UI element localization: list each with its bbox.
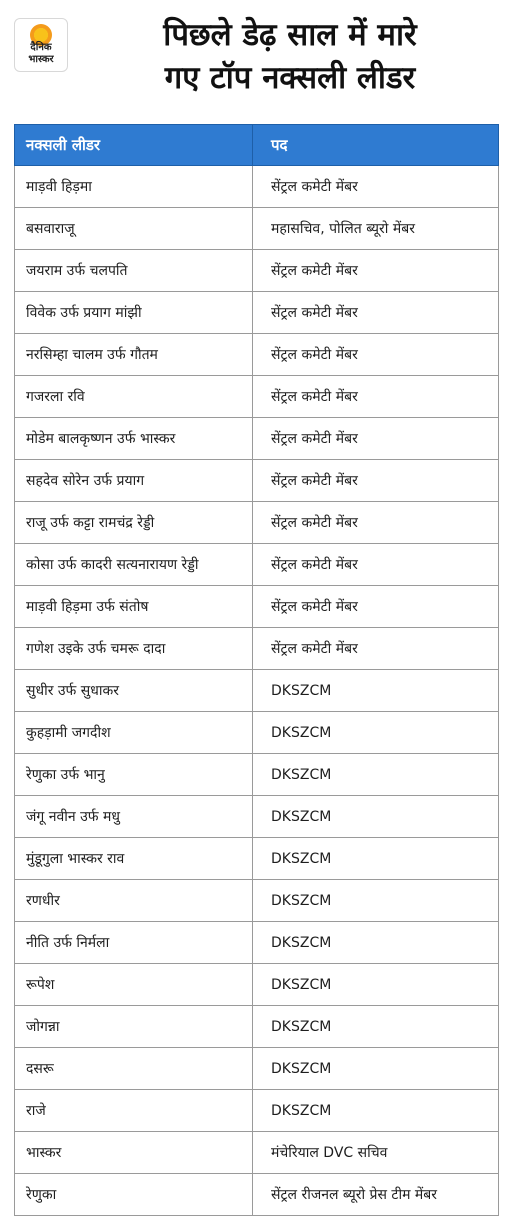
- page-title-line1: पिछले डेढ़ साल में मारे: [163, 17, 417, 53]
- position-cell: सेंट्रल कमेटी मेंबर: [253, 418, 499, 460]
- table-row: [15, 376, 499, 418]
- table-row: [15, 1090, 499, 1132]
- leader-name-cell: बसवाराजू: [15, 208, 253, 250]
- column-header-leader: नक्सली लीडर: [15, 125, 253, 166]
- position-cell: सेंट्रल कमेटी मेंबर: [253, 292, 499, 334]
- table-row: [15, 502, 499, 544]
- leader-name-cell: जोगन्ना: [15, 1006, 253, 1048]
- table-body: [15, 166, 499, 1216]
- table-row: [15, 208, 499, 250]
- position-cell: DKSZCM: [253, 754, 499, 796]
- position-cell: महासचिव, पोलित ब्यूरो मेंबर: [253, 208, 499, 250]
- position-cell: सेंट्रल कमेटी मेंबर: [253, 544, 499, 586]
- logo-text-line2: भास्कर: [28, 54, 54, 65]
- table-row: [15, 1174, 499, 1216]
- position-cell: सेंट्रल कमेटी मेंबर: [253, 166, 499, 208]
- position-cell: DKSZCM: [253, 712, 499, 754]
- table-row: [15, 292, 499, 334]
- position-cell: सेंट्रल कमेटी मेंबर: [253, 250, 499, 292]
- table-row: [15, 1132, 499, 1174]
- leader-name-cell: नरसिम्हा चालम उर्फ गौतम: [15, 334, 253, 376]
- table-row: [15, 628, 499, 670]
- leader-name-cell: रणधीर: [15, 880, 253, 922]
- position-cell: DKSZCM: [253, 838, 499, 880]
- leader-name-cell: कोसा उर्फ कादरी सत्यनारायण रेड्डी: [15, 544, 253, 586]
- table-row: [15, 754, 499, 796]
- table-header-row: [15, 125, 499, 166]
- page-title-line2: गए टॉप नक्सली लीडर: [164, 60, 416, 96]
- position-cell: DKSZCM: [253, 670, 499, 712]
- leader-name-cell: नीति उर्फ निर्मला: [15, 922, 253, 964]
- position-cell: DKSZCM: [253, 796, 499, 838]
- table-row: [15, 166, 499, 208]
- table-row: [15, 796, 499, 838]
- leader-name-cell: माड़वी हिड़मा: [15, 166, 253, 208]
- leader-name-cell: रेणुका: [15, 1174, 253, 1216]
- table-row: [15, 418, 499, 460]
- logo-text-line1: दैनिक: [30, 42, 52, 53]
- table-row: [15, 964, 499, 1006]
- table-row: [15, 712, 499, 754]
- leader-name-cell: जयराम उर्फ चलपति: [15, 250, 253, 292]
- table-row: [15, 334, 499, 376]
- table-row: [15, 670, 499, 712]
- position-cell: DKSZCM: [253, 964, 499, 1006]
- table-row: [15, 460, 499, 502]
- column-header-position: पद: [253, 125, 499, 166]
- leader-name-cell: सहदेव सोरेन उर्फ प्रयाग: [15, 460, 253, 502]
- leader-name-cell: राजू उर्फ कट्टा रामचंद्र रेड्डी: [15, 502, 253, 544]
- position-cell: सेंट्रल कमेटी मेंबर: [253, 460, 499, 502]
- position-cell: DKSZCM: [253, 922, 499, 964]
- leader-name-cell: माड़वी हिड़मा उर्फ संतोष: [15, 586, 253, 628]
- position-cell: सेंट्रल रीजनल ब्यूरो प्रेस टीम मेंबर: [253, 1174, 499, 1216]
- leader-name-cell: कुहड़ामी जगदीश: [15, 712, 253, 754]
- position-cell: सेंट्रल कमेटी मेंबर: [253, 376, 499, 418]
- dainik-bhaskar-logo: [14, 18, 68, 72]
- leader-name-cell: गजरला रवि: [15, 376, 253, 418]
- leader-name-cell: रेणुका उर्फ भानु: [15, 754, 253, 796]
- position-cell: DKSZCM: [253, 1006, 499, 1048]
- table-row: [15, 880, 499, 922]
- position-cell: DKSZCM: [253, 1090, 499, 1132]
- table-row: [15, 1048, 499, 1090]
- page-title: [80, 14, 500, 100]
- position-cell: DKSZCM: [253, 1048, 499, 1090]
- table-row: [15, 544, 499, 586]
- leader-name-cell: रूपेश: [15, 964, 253, 1006]
- leaders-table: [14, 124, 499, 1216]
- leader-name-cell: राजे: [15, 1090, 253, 1132]
- table-row: [15, 838, 499, 880]
- position-cell: सेंट्रल कमेटी मेंबर: [253, 586, 499, 628]
- position-cell: सेंट्रल कमेटी मेंबर: [253, 502, 499, 544]
- leader-name-cell: विवेक उर्फ प्रयाग मांझी: [15, 292, 253, 334]
- leader-name-cell: सुधीर उर्फ सुधाकर: [15, 670, 253, 712]
- position-cell: सेंट्रल कमेटी मेंबर: [253, 628, 499, 670]
- leader-name-cell: गणेश उइके उर्फ चमरू दादा: [15, 628, 253, 670]
- leader-name-cell: जंगू नवीन उर्फ मधु: [15, 796, 253, 838]
- leader-name-cell: दसरू: [15, 1048, 253, 1090]
- leader-name-cell: मुंडूगुला भास्कर राव: [15, 838, 253, 880]
- leader-name-cell: मोडेम बालकृष्णन उर्फ भास्कर: [15, 418, 253, 460]
- table-row: [15, 922, 499, 964]
- position-cell: सेंट्रल कमेटी मेंबर: [253, 334, 499, 376]
- table-row: [15, 1006, 499, 1048]
- table-row: [15, 586, 499, 628]
- leader-name-cell: भास्कर: [15, 1132, 253, 1174]
- position-cell: DKSZCM: [253, 880, 499, 922]
- position-cell: मंचेरियाल DVC सचिव: [253, 1132, 499, 1174]
- header: [0, 0, 512, 122]
- table-row: [15, 250, 499, 292]
- leaders-table-container: [14, 124, 498, 1216]
